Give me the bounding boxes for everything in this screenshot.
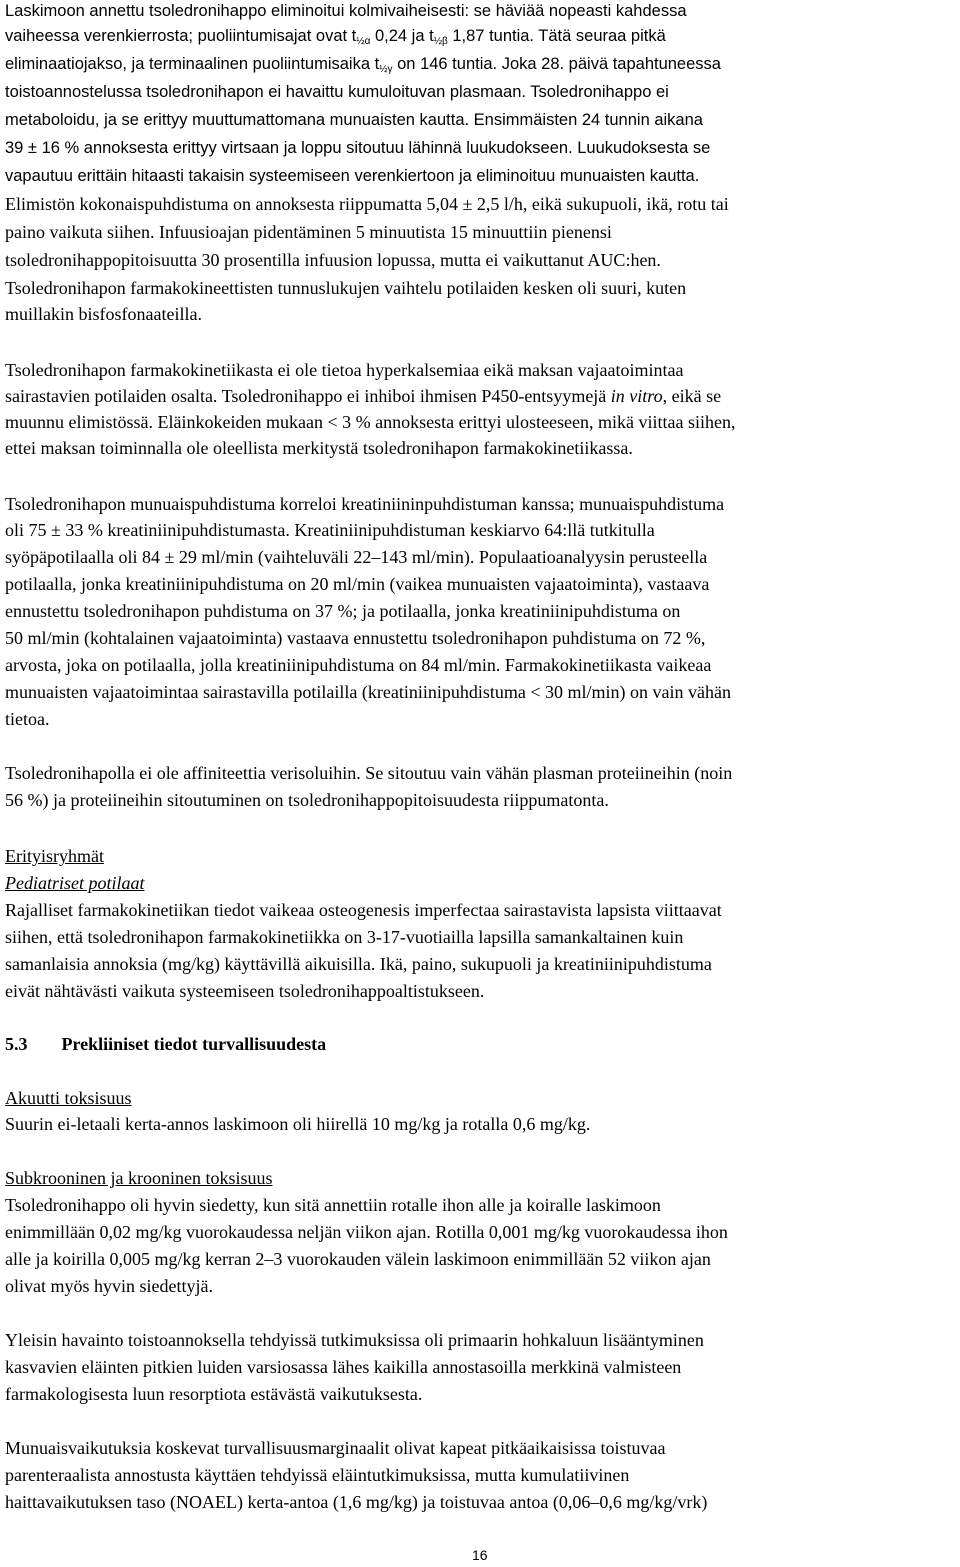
- paragraph-4-line-1: Tsoledronihapolla ei ole affiniteettia verisoluihin. Se sitoutuu vain vähän plasman proteiineihin (noin: [5, 763, 733, 783]
- paragraph-3-line-8: munuaisten vajaatoimintaa sairastavilla potilailla (kreatiniinipuhdistuma < 30 ml/min) on vain vähän: [5, 682, 731, 702]
- paragraph-2-line-2: sairastavien potilaiden osalta. Tsoledronihappo ei inhiboi ihmisen P450-entsyymejä in vitro, eikä se: [5, 386, 722, 406]
- chronic-toxicity-line-1: Tsoledronihappo oli hyvin siedetty, kun sitä annettiin rotalle ihon alle ja koiralle laskimoon: [5, 1195, 661, 1215]
- paragraph-2-line-4: ettei maksan toiminnalla ole oleellista merkitystä tsoledronihapon farmakokinetiikassa.: [5, 438, 633, 458]
- paragraph-1-line-7: vapautuu erittäin hitaasti takaisin systeemiseen verenkiertoon ja eliminoituu munuaisten kautta.: [5, 167, 700, 185]
- special-groups-line-3: samanlaisia annoksia (mg/kg) käyttävillä aikuisilla. Ikä, paino, sukupuoli ja kreatiniinipuhdistuma: [5, 954, 712, 974]
- chronic-toxicity-line-4: olivat myös hyvin siedettyjä.: [5, 1276, 213, 1296]
- paragraph-4-line-2: 56 %) ja proteiineihin sitoutuminen on tsoledronihappopitoisuudesta riippumatonta.: [5, 790, 609, 810]
- paragraph-3-line-3: syöpäpotilaalla oli 84 ± 29 ml/min (vaihteluväli 22–143 ml/min). Populaatioanalyysin perusteella: [5, 547, 708, 567]
- pediatric-subheading: Pediatriset potilaat: [5, 873, 145, 893]
- paragraph-3-line-6: 50 ml/min (kohtalainen vajaatoiminta) vastaava ennustettu tsoledronihapon puhdistuma on 72 %,: [5, 628, 706, 648]
- paragraph-1-line-8: Elimistön kokonaispuhdistuma on annoksesta riippumatta 5,04 ± 2,5 l/h, eikä sukupuoli, ikä, rotu tai: [5, 194, 729, 214]
- renal-line-3: haittavaikutuksen taso (NOAEL) kerta-antoa (1,6 mg/kg) ja toistuvaa antoa (0,06–0,6 mg/kg/vrk): [5, 1492, 708, 1512]
- chronic-toxicity-line-3: alle ja koirilla 0,005 mg/kg kerran 2–3 vuorokauden välein laskimoon enimmillään 52 viikon ajan: [5, 1249, 711, 1269]
- paragraph-3-line-9: tietoa.: [5, 709, 50, 729]
- finding-line-2: kasvavien eläinten pitkien luiden varsiosassa lähes kaikilla annostasoilla merkkinä valmisteen: [5, 1357, 682, 1377]
- paragraph-1-line-1: Laskimoon annettu tsoledronihappo eliminoitui kolmivaiheisesti: se häviää nopeasti kahdessa: [5, 2, 687, 20]
- acute-toxicity-line-1: Suurin ei-letaali kerta-annos laskimoon oli hiirellä 10 mg/kg ja rotalla 0,6 mg/kg.: [5, 1114, 591, 1134]
- paragraph-1-line-2: vaiheessa verenkierrosta; puoliintumisajat ovat $t_{\frac{1}{2}\alpha}$ 0,24 ja $t_{\frac{1}{2}\beta}$ 1,87 tuntia. Tätä seuraa pitkä: [5, 27, 666, 47]
- special-groups-line-4: eivät nähtävästi vaikuta systeemiseen tsoledronihappoaltistukseen.: [5, 981, 485, 1001]
- paragraph-1-line-3: eliminaatiojakso, ja terminaalinen puoliintumisaika $t_{\frac{1}{2}\gamma}$ on 146 tuntia. Joka 28. päivä tapahtuneessa: [5, 55, 721, 75]
- renal-line-2: parenteraalista annostusta käyttäen tehdyissä eläintutkimuksissa, mutta kumulatiivinen: [5, 1465, 630, 1485]
- paragraph-1-line-4: toistoannostelussa tsoledronihapon ei havaittu kumuloituvan plasmaan. Tsoledronihappo ei: [5, 83, 669, 101]
- special-groups-heading: Erityisryhmät: [5, 846, 104, 866]
- section-heading: [5, 1033, 326, 1055]
- finding-line-3: farmakologisesta luun resorptiota estävästä vaikutuksesta.: [5, 1384, 423, 1404]
- page-number: 16: [472, 1547, 488, 1563]
- special-groups-line-2: siihen, että tsoledronihapon farmakokinetiikka on 3-17-vuotiailla lapsilla samankaltainen kuin: [5, 927, 684, 947]
- paragraph-1-line-12: muillakin bisfosfonaateilla.: [5, 304, 202, 324]
- in-vitro-italic: in vitro: [610, 386, 663, 406]
- paragraph-3-line-7: arvosta, joka on potilaalla, jolla kreatiniinipuhdistuma on 84 ml/min. Farmakokinetiikasta vaikeaa: [5, 655, 712, 675]
- finding-line-1: Yleisin havainto toistoannoksella tehdyissä tutkimuksissa oli primaarin hohkaluun lisääntyminen: [5, 1330, 704, 1350]
- paragraph-1-line-5: metaboloidu, ja se erittyy muuttumattomana munuaisten kautta. Ensimmäisten 24 tunnin aikana: [5, 111, 703, 129]
- chronic-toxicity-line-2: enimmillään 0,02 mg/kg vuorokaudessa neljän viikon ajan. Rotilla 0,001 mg/kg vuorokaudessa ihon: [5, 1222, 728, 1242]
- paragraph-1-line-9: paino vaikuta siihen. Infuusioajan pidentäminen 5 minuutista 15 minuuttiin pienensi: [5, 222, 612, 242]
- paragraph-2-line-3: muunnu elimistössä. Eläinkokeiden mukaan < 3 % annoksesta erittyi ulosteeseen, mikä viittaa siihen,: [5, 412, 736, 432]
- renal-line-1: Munuaisvaikutuksia koskevat turvallisuusmarginaalit olivat kapeat pitkäaikaisissa toistuvaa: [5, 1438, 666, 1458]
- paragraph-1-line-10: tsoledronihappopitoisuutta 30 prosentilla infuusion lopussa, mutta ei vaikuttanut AUC:hen.: [5, 250, 661, 270]
- section-title: Prekliiniset tiedot turvallisuudesta: [61, 1034, 327, 1054]
- chronic-toxicity-heading: Subkrooninen ja krooninen toksisuus: [5, 1168, 273, 1188]
- paragraph-3-line-5: ennustettu tsoledronihapon puhdistuma on 37 %; ja potilaalla, jonka kreatiniinipuhdistuma on: [5, 601, 681, 621]
- half-life-gamma-subscript: ½γ: [379, 64, 393, 75]
- acute-toxicity-heading: Akuutti toksisuus: [5, 1088, 132, 1108]
- paragraph-1-line-11: Tsoledronihapon farmakokineettisten tunnuslukujen vaihtelu potilaiden kesken oli suuri, kuten: [5, 278, 687, 298]
- paragraph-3-line-1: Tsoledronihapon munuaispuhdistuma korreloi kreatiniininpuhdistuman kanssa; munuaispuhdistuma: [5, 494, 725, 514]
- section-number: 5.3: [5, 1034, 28, 1054]
- paragraph-2-line-1: Tsoledronihapon farmakokinetiikasta ei ole tietoa hyperkalsemiaa eikä maksan vajaatoimintaa: [5, 360, 684, 380]
- paragraph-3-line-2: oli 75 ± 33 % kreatiniinipuhdistumasta. Kreatiniinipuhdistuman keskiarvo 64:llä tutkitulla: [5, 520, 655, 540]
- special-groups-line-1: Rajalliset farmakokinetiikan tiedot vaikeaa osteogenesis imperfectaa sairastavista lapsista viittaavat: [5, 900, 722, 920]
- half-life-beta-subscript: ½β: [433, 36, 448, 47]
- paragraph-1-line-6: 39 ± 16 % annoksesta erittyy virtsaan ja loppu sitoutuu lähinnä luukudokseen. Luukudoksesta se: [5, 139, 711, 157]
- paragraph-3-line-4: potilaalla, jonka kreatiniinipuhdistuma on 20 ml/min (vaikea munuaisten vajaatoiminta), vastaava: [5, 574, 710, 594]
- half-life-alpha-subscript: ½α: [356, 36, 371, 47]
